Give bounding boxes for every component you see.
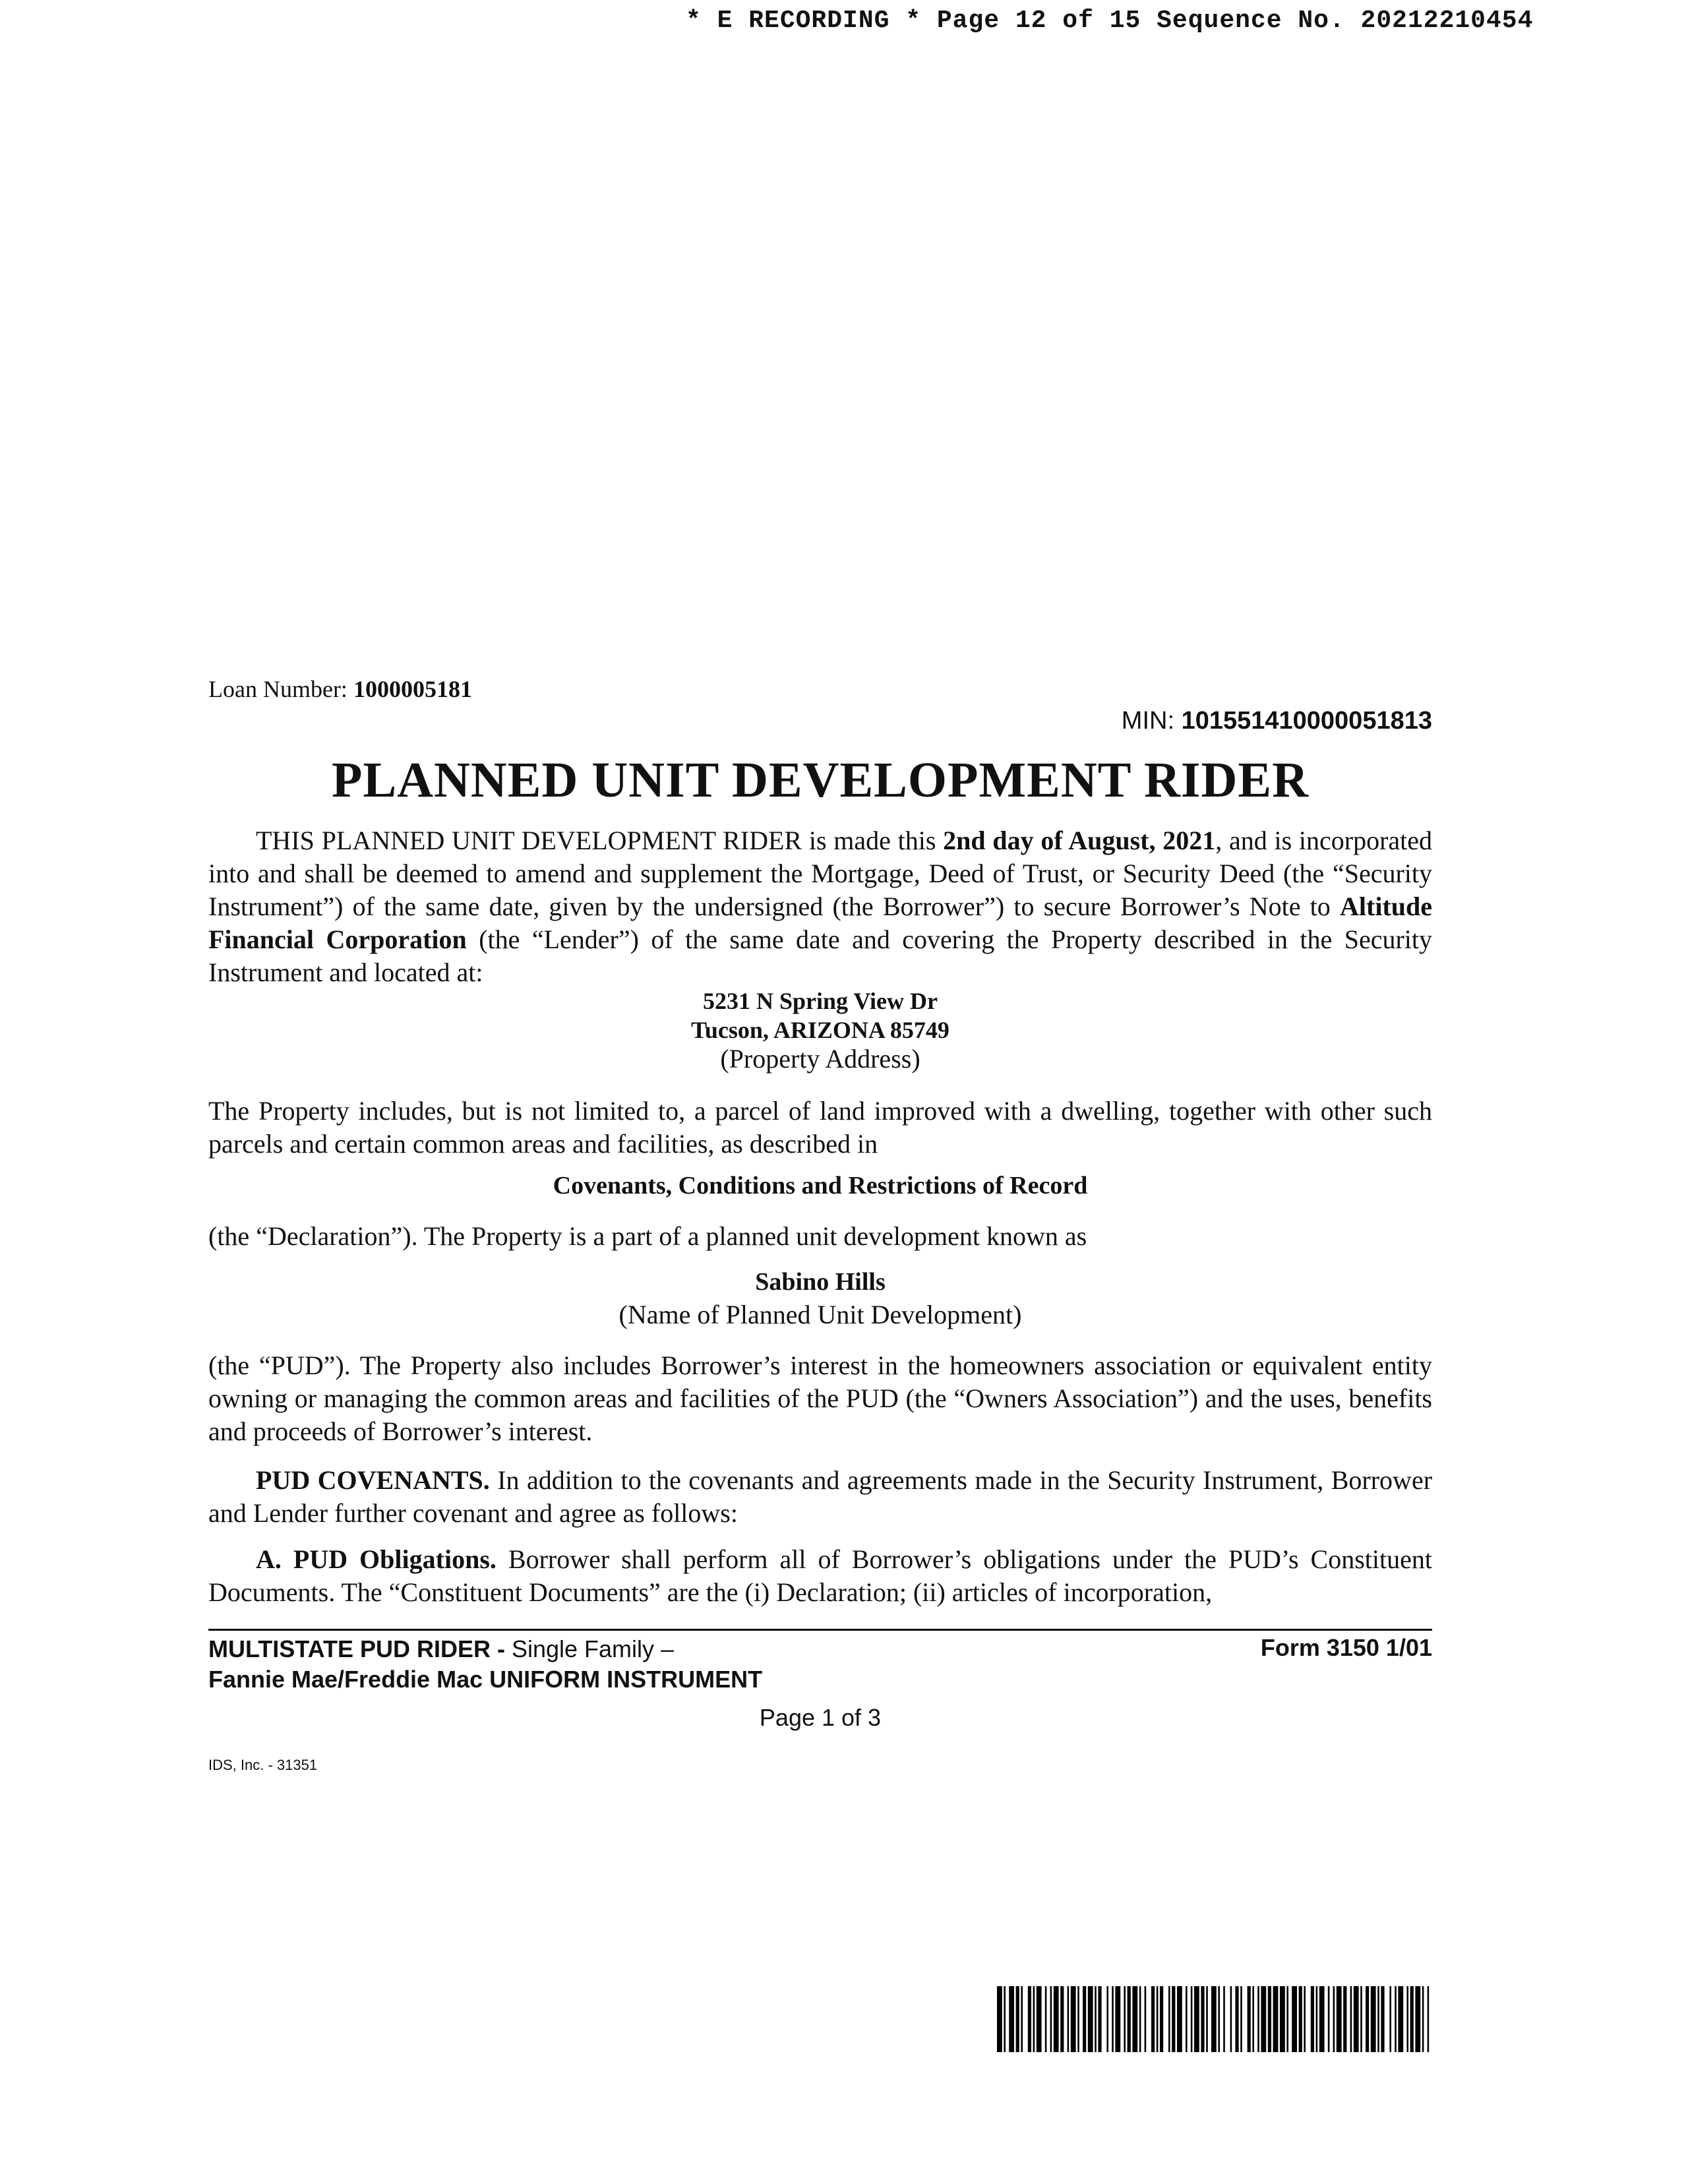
pud-name-label: (Name of Planned Unit Development) <box>618 1300 1022 1329</box>
form-title-bold: MULTISTATE PUD RIDER - <box>208 1635 512 1662</box>
covenants-text: In addition to the covenants and agreements made in the Security Instrument, Borrower and Lender further covenant and agree as follows: <box>208 1465 1433 1528</box>
form-number: Form 3150 1/01 <box>1260 1634 1432 1661</box>
loan-number-value: 1000005181 <box>353 676 472 702</box>
obligations-paragraph <box>208 1543 1432 1609</box>
document-title: PLANNED UNIT DEVELOPMENT RIDER <box>332 752 1309 808</box>
intro-text-1: THIS PLANNED UNIT DEVELOPMENT RIDER is made this <box>256 826 944 855</box>
covenants-paragraph <box>208 1464 1432 1530</box>
declaration-name: Covenants, Conditions and Restrictions of Record <box>553 1172 1088 1199</box>
form-title-normal: Single Family – <box>511 1635 675 1662</box>
property-paragraph: The Property includes, but is not limited to, a parcel of land improved with a dwelling, together with other such parcels and certain common areas and facilities, as described in <box>208 1096 1432 1159</box>
declaration-paragraph: (the “Declaration”). The Property is a part of a planned unit development known as <box>208 1221 1087 1251</box>
loan-number <box>208 675 472 703</box>
ids-code: IDS, Inc. - 31351 <box>208 1757 318 1773</box>
min-value: 101551410000051813 <box>1181 707 1432 735</box>
rider-date: 2nd day of August, 2021 <box>943 826 1216 855</box>
barcode-icon <box>997 1986 1432 2052</box>
min-label: MIN: <box>1121 707 1182 735</box>
intro-text-2: , and is incorporated into and shall be deemed to amend and supplement the Mortgage, Deed of Trust, or Security Deed (the “Security Instrument”) of the same date, given by the undersigned (the Borrower”) to secure Borrower’s Note to <box>208 826 1433 921</box>
obligations-heading: A. PUD Obligations. <box>256 1544 497 1574</box>
property-address-label: (Property Address) <box>720 1044 920 1074</box>
property-address-line1: 5231 N Spring View Dr <box>702 988 938 1014</box>
lender-name: Altitude Financial Corporation <box>208 892 1432 954</box>
min-number <box>1122 707 1432 735</box>
form-title <box>208 1634 762 1695</box>
page-number: Page 1 of 3 <box>759 1704 882 1731</box>
covenants-heading: PUD COVENANTS. <box>256 1465 490 1495</box>
footer-divider <box>208 1629 1432 1631</box>
form-title-line1 <box>208 1634 762 1664</box>
obligations-text: Borrower shall perform all of Borrower’s obligations under the PUD’s Constituent Documents. The “Constituent Documents” are the (i) Declaration; (ii) articles of incorporation, <box>208 1544 1432 1607</box>
form-title-line2: Fannie Mae/Freddie Mac UNIFORM INSTRUMENT <box>208 1666 763 1693</box>
pud-paragraph: (the “PUD”). The Property also includes Borrower’s interest in the homeowners association or equivalent entity owning or managing the common areas and facilities of the PUD (the “Owners Association”) and the uses, benefits and proceeds of Borrower’s interest. <box>208 1350 1432 1446</box>
property-address-line2: Tucson, ARIZONA 85749 <box>691 1017 950 1043</box>
intro-text-3: (the “Lender”) of the same date and covering the Property described in the Security Instrument and located at: <box>208 925 1432 987</box>
loan-number-label: Loan Number: <box>208 676 353 702</box>
pud-name: Sabino Hills <box>755 1268 886 1296</box>
intro-paragraph <box>208 824 1432 989</box>
recording-header: * E RECORDING * Page 12 of 15 Sequence No. 20212210454 <box>686 7 1534 35</box>
